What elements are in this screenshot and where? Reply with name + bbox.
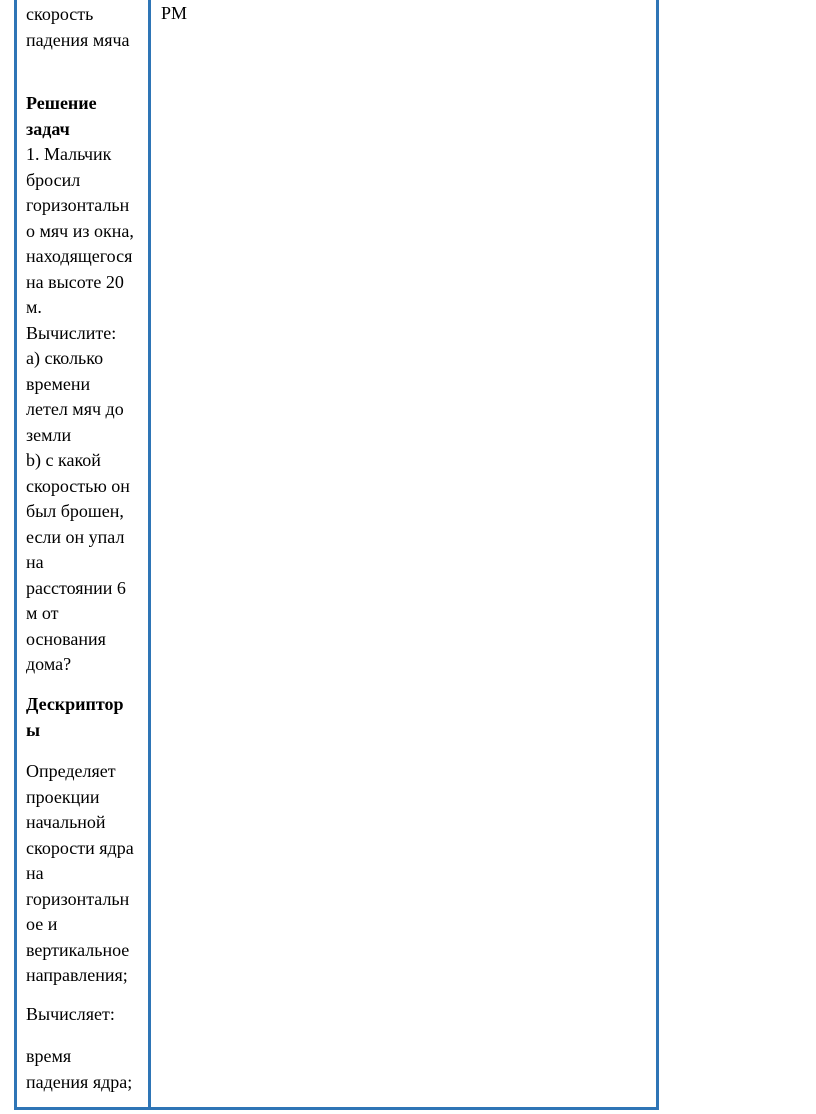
content-table: [14, 0, 659, 1110]
text-line: ы: [26, 719, 41, 740]
text-line: падения мяча: [26, 29, 130, 50]
text-line: на высоте 20: [26, 271, 124, 292]
text-line: задач: [26, 118, 70, 139]
descriptors-heading: [26, 692, 151, 743]
resource-label: РМ: [161, 3, 188, 23]
task-text: [26, 142, 151, 678]
text-line: м.: [26, 297, 42, 317]
text-line: скоростью он: [26, 475, 130, 496]
task-heading: [26, 91, 151, 142]
descriptor-fall-time: [26, 1044, 151, 1095]
text-line: проекции: [26, 786, 100, 807]
text-line: Вычислите:: [26, 322, 117, 343]
text-line: b) с какой: [26, 450, 101, 470]
text-line: начальной: [26, 812, 106, 832]
text-line: горизонтальн: [26, 195, 130, 215]
text-line: был брошен,: [26, 501, 124, 521]
text-line: вертикальное: [26, 939, 130, 960]
text-line: бросил: [26, 169, 81, 190]
right-column-cell: [151, 0, 656, 1107]
text-line: расстоянии 6: [26, 577, 126, 598]
text-line: основания: [26, 628, 106, 649]
text-line: дома?: [26, 654, 72, 674]
text-line: скорость: [26, 4, 94, 24]
text-line: земли: [26, 424, 72, 445]
text-line: горизонтальн: [26, 888, 130, 909]
text-line: направления;: [26, 965, 128, 985]
text-line: время: [26, 1046, 72, 1066]
text-line: находящегося: [26, 246, 133, 266]
text-line: времени: [26, 373, 91, 394]
intro-text: [26, 2, 151, 53]
text-line: ое и: [26, 914, 58, 934]
text-line: падения ядра;: [26, 1071, 133, 1092]
text-line: на: [26, 863, 44, 883]
text-line: а) сколько: [26, 348, 104, 368]
text-line: Определяет: [26, 761, 116, 781]
text-line: м от: [26, 603, 59, 623]
text-line: Дескриптор: [26, 694, 124, 714]
text-line: о мяч из окна,: [26, 220, 134, 241]
text-line: на: [26, 552, 44, 572]
text-line: скорости ядра: [26, 837, 134, 858]
text-line: Вычисляет:: [26, 1004, 115, 1024]
text-line: 1. Мальчик: [26, 144, 112, 164]
descriptor-calculates: [26, 1002, 151, 1028]
text-line: Решение: [26, 93, 97, 113]
text-line: летел мяч до: [26, 399, 124, 419]
descriptor-projections: [26, 759, 151, 989]
text-line: если он упал: [26, 526, 125, 547]
left-column-cell: [17, 0, 151, 1107]
